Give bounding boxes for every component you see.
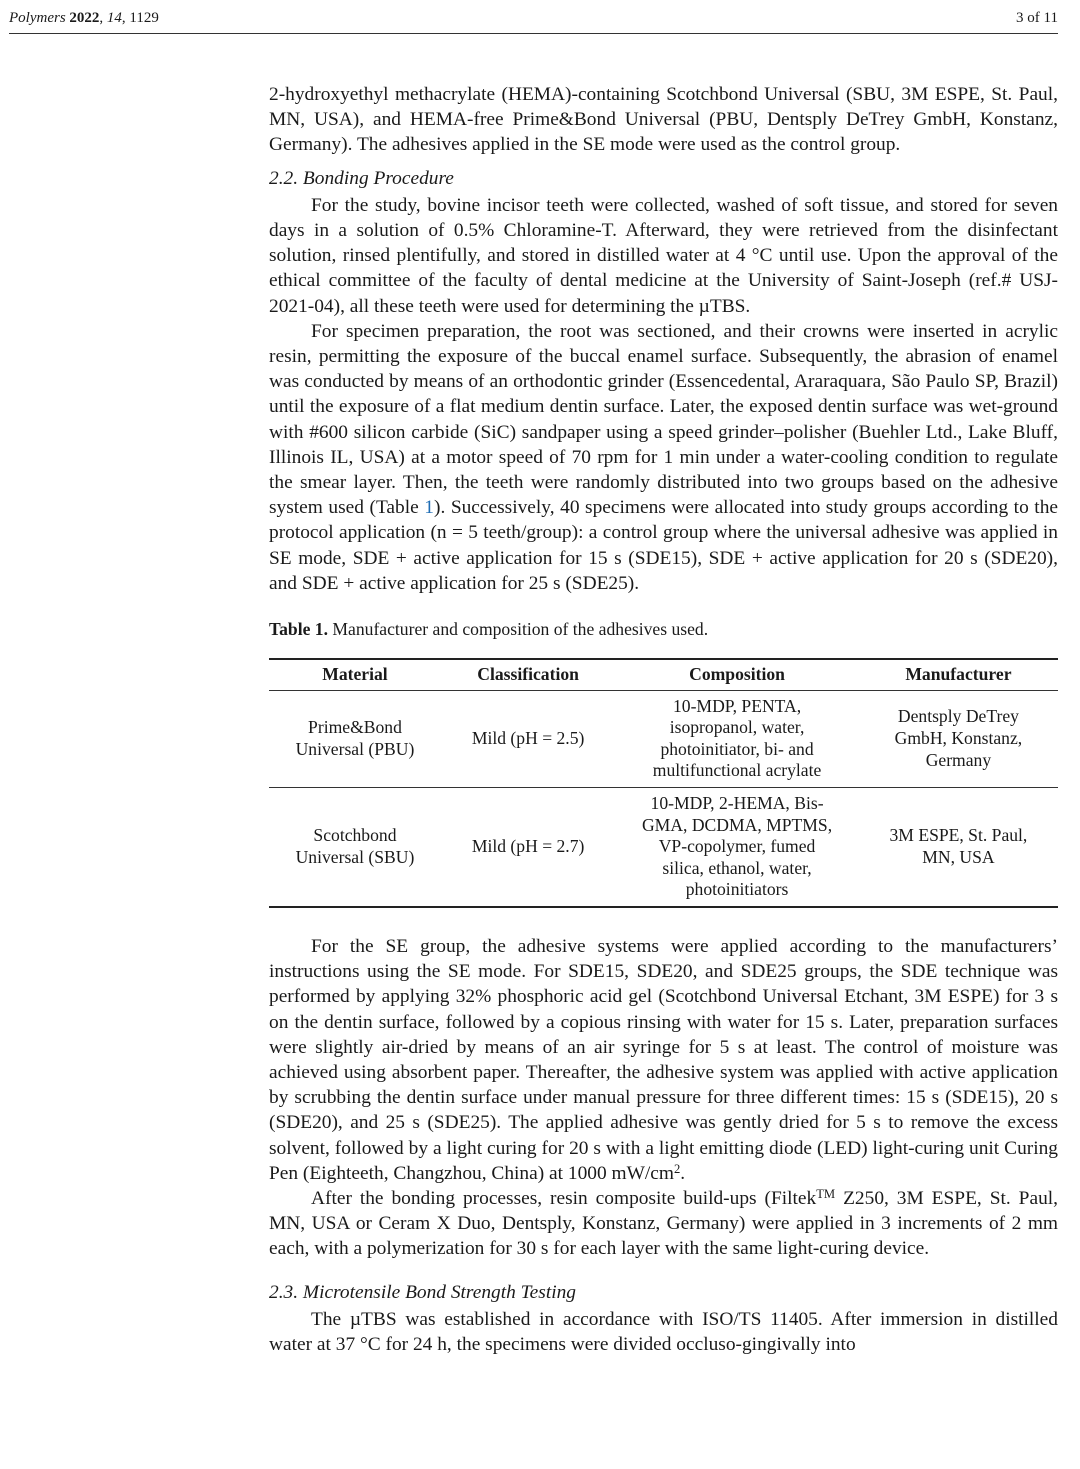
cell-material-text: Scotchbond Universal (SBU) bbox=[295, 825, 415, 868]
cell-material bbox=[269, 788, 441, 907]
paragraph-text: Z250, 3M ESPE, St. Paul, MN, USA or Ceram X Duo, Dentsply, Konstanz, Germany) were applied in 3 increments of 2 mm each, with a polymerization for 30 s for each layer with the same light-curing device. bbox=[269, 1188, 1058, 1260]
paragraph-text: ). Successively, 40 specimens were allocated into study groups according to the protocol application (n = 5 teeth/group): a control group where the universal adhesive was applied in SE mode, SDE + active application for 15 s (SDE15), SDE + active application for 20 s (SDE20), and SDE + active application for 25 s (SDE25). bbox=[269, 497, 1058, 594]
cell-manufacturer-text: 3M ESPE, St. Paul, MN, USA bbox=[889, 825, 1028, 868]
trademark-superscript: TM bbox=[816, 1187, 836, 1202]
superscript: 2 bbox=[673, 1162, 681, 1177]
cell-classification: Mild (pH = 2.7) bbox=[441, 788, 615, 907]
table-caption bbox=[269, 618, 1058, 640]
paragraph-materials-end: 2-hydroxyethyl methacrylate (HEMA)-containing Scotchbond Universal (SBU, 3M ESPE, St. Paul, MN, USA), and HEMA-free Prime&Bond Universal (PBU, Dentsply DeTrey GmbH, Konstanz, Germany). The adhesives applied in the SE mode were used as the control group. bbox=[269, 84, 1058, 156]
paragraph-utbs: The µTBS was established in accordance with ISO/TS 11405. After immersion in distilled water at 37 °C for 24 h, the specimens were divided occluso-gingivally into bbox=[269, 1308, 1058, 1356]
cell-manufacturer-text: Dentsply DeTrey GmbH, Konstanz, Germany bbox=[894, 706, 1023, 770]
paragraph-se-group bbox=[269, 934, 1058, 1186]
journal-name: Polymers bbox=[9, 9, 66, 26]
article-body bbox=[269, 82, 1058, 1357]
table-header-row bbox=[269, 659, 1058, 690]
paragraph-specimen-preparation bbox=[269, 319, 1058, 596]
page-number: 3 of 11 bbox=[1016, 9, 1058, 26]
cell-classification: Mild (pH = 2.5) bbox=[441, 690, 615, 787]
cell-material bbox=[269, 690, 441, 787]
table-caption-text: Manufacturer and composition of the adhesives used. bbox=[328, 619, 709, 640]
paragraph-text: . bbox=[680, 1162, 686, 1184]
page-header bbox=[9, 6, 1058, 30]
header-manufacturer: Manufacturer bbox=[859, 659, 1058, 690]
paragraph-teeth-collection: For the study, bovine incisor teeth were collected, washed of soft tissue, and stored for seven days in a solution of 0.5% Chloramine-T. Afterward, they were retrieved from the disinfectant solution, rinsed plentifully, and stored in distilled water at 4 °C until use. Upon the approval of the ethical committee of the faculty of dental medicine at the University of Saint-Joseph (ref.# USJ-2021-04), all these teeth were used for determining the µTBS. bbox=[269, 194, 1058, 317]
table-caption-label: Table 1. bbox=[269, 619, 328, 640]
journal-citation: Polymers 2022, 14, 1129 bbox=[9, 9, 159, 26]
table-row bbox=[269, 690, 1058, 787]
paragraph-text: After the bonding processes, resin composite build-ups (Filtek bbox=[311, 1188, 817, 1210]
header-rule bbox=[9, 33, 1058, 34]
section-heading-microtensile: 2.3. Microtensile Bond Strength Testing bbox=[269, 1281, 577, 1303]
section-heading-bonding-procedure: 2.2. Bonding Procedure bbox=[269, 167, 454, 189]
journal-volume: 14 bbox=[106, 9, 122, 26]
table-reference-link[interactable]: 1 bbox=[424, 497, 434, 519]
cell-composition-text: 10-MDP, PENTA, isopropanol, water, photoinitiator, bi- and multifunctional acrylate bbox=[652, 695, 822, 781]
cell-manufacturer bbox=[859, 690, 1058, 787]
cell-composition-text: 10-MDP, 2-HEMA, Bis-GMA, DCDMA, MPTMS, VP-copolymer, fumed silica, ethanol, water, photoinitiators bbox=[641, 793, 833, 900]
cell-material-text: Prime&Bond Universal (PBU) bbox=[295, 717, 415, 759]
header-composition: Composition bbox=[615, 659, 859, 690]
adhesives-table bbox=[269, 658, 1058, 908]
paragraph-build-ups bbox=[269, 1186, 1058, 1262]
header-material: Material bbox=[269, 659, 441, 690]
cell-manufacturer bbox=[859, 788, 1058, 907]
table-row bbox=[269, 788, 1058, 907]
cell-composition bbox=[615, 788, 859, 907]
header-classification: Classification bbox=[441, 659, 615, 690]
paragraph-text: For specimen preparation, the root was sectioned, and their crowns were inserted in acrylic resin, permitting the exposure of the buccal enamel surface. Subsequently, the abrasion of enamel was conducted by means of an orthodontic grinder (Essencedental, Araraquara, São Paulo SP, Brazil) until the exposure of a flat medium dentin surface. Later, the exposed dentin surface was wet-ground with #600 silicon carbide (SiC) sandpaper using a speed grinder–polisher (Buehler Ltd., Lake Bluff, Illinois IL, USA) at a motor speed of 70 rpm for 1 min under a water-cooling condition to regulate the smear layer. Then, the teeth were randomly distributed into two groups based on the adhesive system used (Table bbox=[269, 320, 1058, 519]
article-number: 1129 bbox=[129, 9, 159, 26]
journal-year: 2022 bbox=[69, 9, 100, 26]
cell-composition bbox=[615, 690, 859, 787]
paragraph-text: For the SE group, the adhesive systems were applied according to the manufacturers’ instructions using the SE mode. For SDE15, SDE20, and SDE25 groups, the SDE technique was performed by applying 32% phosphoric acid gel (Scotchbond Universal Etchant, 3M ESPE) for 3 s on the dentin surface, followed by a copious rinsing with water for 15 s. Later, preparation surfaces were slightly air-dried by means of an air syringe for 5 s at least. The control of moisture was achieved using absorbent paper. Thereafter, the adhesive system was applied with active application by scrubbing the dentin surface under manual pressure for three different times: 15 s (SDE15), 20 s (SDE20), and 25 s (SDE25). The applied adhesive was gently dried for 5 s to remove the excess solvent, followed by a light curing for 20 s with a light emitting diode (LED) light-curing unit Curing Pen (Eighteeth, Changzhou, China) at 1000 mW/cm bbox=[269, 936, 1058, 1184]
